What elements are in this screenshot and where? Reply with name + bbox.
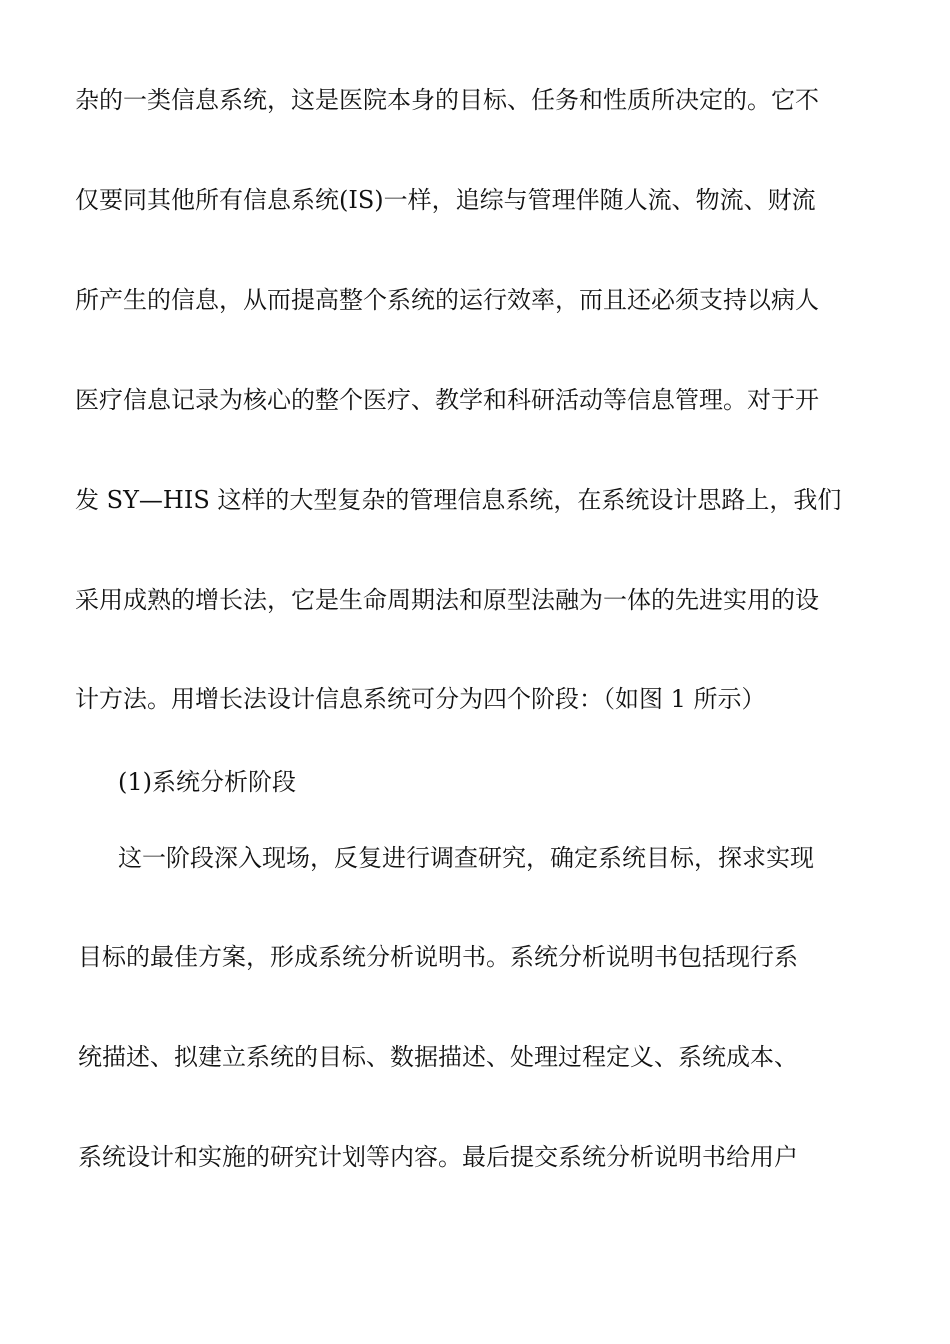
text-line-3: 所产生的信息，从而提高整个系统的运行效率，而且还必须支持以病人	[75, 286, 819, 314]
text-line-10: 目标的最佳方案，形成系统分析说明书。系统分析说明书包括现行系	[78, 943, 798, 971]
text-line-11: 统描述、拟建立系统的目标、数据描述、处理过程定义、系统成本、	[78, 1043, 798, 1071]
text-line-7: 计方法。用增长法设计信息系统可分为四个阶段：（如图 1 所示）	[75, 685, 766, 713]
text-line-12: 系统设计和实施的研究计划等内容。最后提交系统分析说明书给用户	[78, 1143, 798, 1171]
text-line-9: 这一阶段深入现场，反复进行调查研究，确定系统目标，探求实现	[118, 844, 814, 872]
text-line-4: 医疗信息记录为核心的整个医疗、教学和科研活动等信息管理。对于开	[75, 386, 819, 414]
text-line-5: 发 SY—HIS 这样的大型复杂的管理信息系统，在系统设计思路上，我们	[75, 486, 842, 514]
section-heading: (1)系统分析阶段	[118, 768, 296, 796]
text-line-6: 采用成熟的增长法，它是生命周期法和原型法融为一体的先进实用的设	[75, 586, 819, 614]
text-line-1: 杂的一类信息系统，这是医院本身的目标、任务和性质所决定的。它不	[75, 86, 819, 114]
text-line-2: 仅要同其他所有信息系统(IS)一样，追综与管理伴随人流、物流、财流	[75, 186, 816, 214]
